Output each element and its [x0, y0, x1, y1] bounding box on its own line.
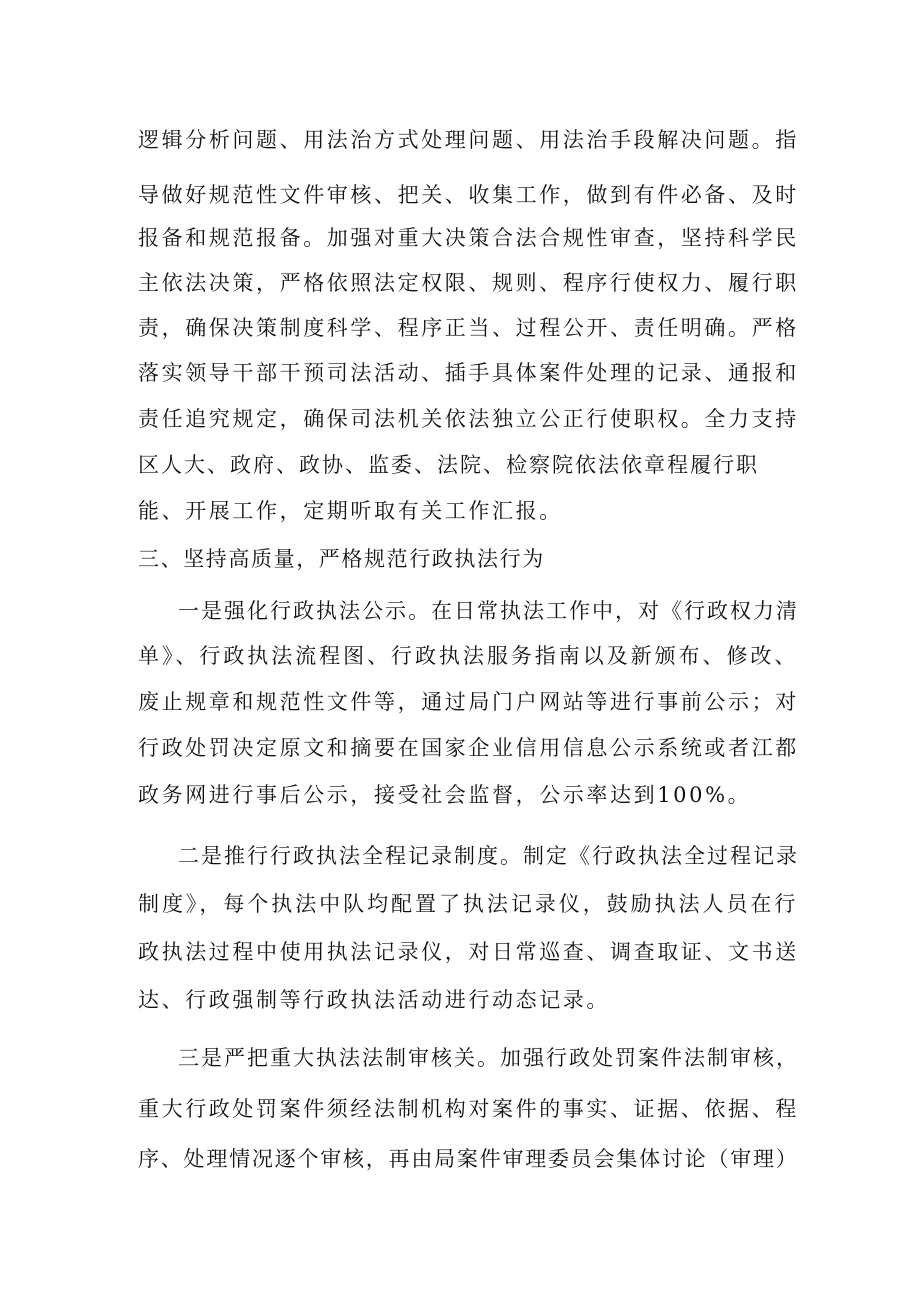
paragraph-1-line-9: 能、开展工作，定期听取有关工作汇报。 [138, 499, 563, 523]
paragraph-3-line-1: 二是推行行政执法全程记录制度。制定《行政执法全过程记录 [178, 844, 799, 868]
paragraph-3-line-3: 政执法过程中使用执法记录仪，对日常巡查、调查取证、文书送 [138, 940, 799, 964]
paragraph-2-line-2: 单》、行政执法流程图、行政执法服务指南以及新颁布、修改、 [138, 644, 798, 668]
paragraph-1-line-4: 主依法决策，严格依照法定权限、规则、程序行使权力、履行职 [138, 271, 799, 295]
paragraph-4-line-3: 序、处理情况逐个审核，再由局案件审理委员会集体讨论（审理） [138, 1147, 798, 1171]
paragraph-2-line-1: 一是强化行政执法公示。在日常执法工作中，对《行政权力清 [178, 599, 799, 623]
paragraph-4-line-1: 三是严把重大执法法制审核关。加强行政处罚案件法制审核， [178, 1046, 799, 1070]
paragraph-1-line-7: 责任追究规定，确保司法机关依法独立公正行使职权。全力支持 [138, 407, 799, 431]
paragraph-3-line-2: 制度》，每个执法中队均配置了执法记录仪，鼓励执法人员在行 [138, 892, 798, 916]
paragraph-1-line-2: 导做好规范性文件审核、把关、收集工作，做到有件必备、及时 [138, 183, 799, 207]
paragraph-1-line-5: 责，确保决策制度科学、程序正当、过程公开、责任明确。严格 [138, 316, 799, 340]
paragraph-3-line-4: 达、行政强制等行政执法活动进行动态记录。 [138, 988, 610, 1012]
paragraph-2-line-5: 政务网进行事后公示，接受社会监督，公示率达到100%。 [138, 783, 752, 807]
paragraph-1-line-8: 区人大、政府、政协、监委、法院、检察院依法依章程履行职 [138, 453, 759, 477]
paragraph-1-line-1: 逻辑分析问题、用法治方式处理问题、用法治手段解决问题。指 [138, 128, 799, 152]
paragraph-1-line-6: 落实领导干部干预司法活动、插手具体案件处理的记录、通报和 [138, 361, 799, 385]
paragraph-1-line-3: 报备和规范报备。加强对重大决策合法合规性审查，坚持科学民 [138, 226, 799, 250]
section-heading-3: 三、坚持高质量，严格规范行政执法行为 [138, 547, 545, 571]
paragraph-4-line-2: 重大行政处罚案件须经法制机构对案件的事实、证据、依据、程 [138, 1097, 799, 1121]
paragraph-2-line-3: 废止规章和规范性文件等，通过局门户网站等进行事前公示；对 [138, 690, 799, 714]
paragraph-2-line-4: 行政处罚决定原文和摘要在国家企业信用信息公示系统或者江都 [138, 736, 799, 760]
